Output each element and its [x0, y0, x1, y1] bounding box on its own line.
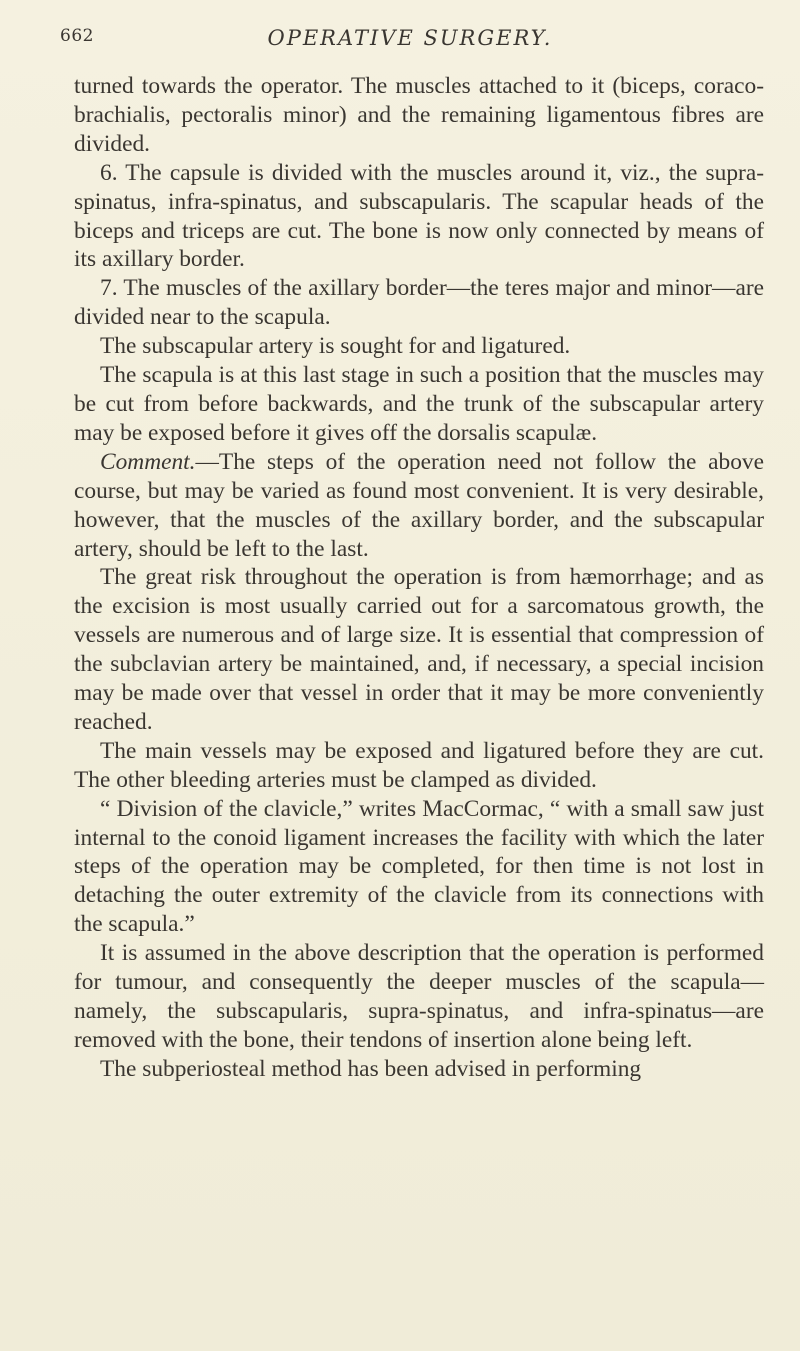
paragraph-1: turned towards the operator. The muscles attached to it (biceps, coraco-brachialis, pectoralis minor) and the remaining ligamentous fibres are divided.: [74, 73, 764, 157]
paragraph-3: 7. The muscles of the axillary border—the teres major and minor—are divided near to the scapula.: [74, 275, 764, 331]
paragraph-9: “ Division of the clavicle,” writes MacCormac, “ with a small saw just internal to the conoid ligament increases the facility with which the later steps of the operation may be completed, for then time is not lost in detaching the outer extremity of the clavicle from its connections with the scapula.”: [74, 795, 764, 938]
body-text: [74, 72, 764, 1084]
comment-label: Comment.: [100, 448, 196, 475]
paragraph-7: The great risk throughout the operation is from hæmorrhage; and as the excision is most usually carried out for a sarcomatous growth, the vessels are numerous and of large size. It is essential that compression of the subclavian artery be maintained, and, if necessary, a special incision may be made over that vessel in order that it may be more conveniently reached.: [74, 564, 764, 735]
paragraph-2: 6. The capsule is divided with the muscles around it, viz., the supra-spinatus, infra-spinatus, and subscapularis. The scapular heads of the biceps and triceps are cut. The bone is now only connected by means of its axillary border.: [74, 159, 764, 273]
running-title: OPERATIVE SURGERY.: [267, 26, 553, 50]
page-number: 662: [60, 26, 94, 46]
comment-text: The steps of the operation need not follow the above course, but may be varied as found most convenient. It is very desirable, however, that the muscles of the axillary border, and the subscapular artery, should be left to the last.: [74, 448, 764, 562]
paragraph-6: Comment.—The steps of the operation need not follow the above course, but may be varied as found most convenient. It is very desirable, however, that the muscles of the axillary border, and the subscapular artery, should be left to the last.: [74, 448, 764, 562]
paragraph-11: The subperiosteal method has been advised in performing: [100, 1055, 642, 1082]
paragraph-4: The subscapular artery is sought for and ligatured.: [100, 333, 571, 360]
paragraph-8: The main vessels may be exposed and ligatured before they are cut. The other bleeding arteries must be clamped as divided.: [74, 737, 764, 793]
running-head: [60, 26, 760, 56]
paragraph-5: The scapula is at this last stage in such a position that the muscles may be cut from before backwards, and the trunk of the subscapular artery may be exposed before it gives off the dorsalis scapulæ.: [74, 362, 764, 446]
paragraph-10: It is assumed in the above description that the operation is performed for tumour, and consequently the deeper muscles of the scapula—namely, the subscapularis, supra-spinatus, and infra-spinatus—are removed with the bone, their tendons of insertion alone being left.: [74, 940, 764, 1053]
